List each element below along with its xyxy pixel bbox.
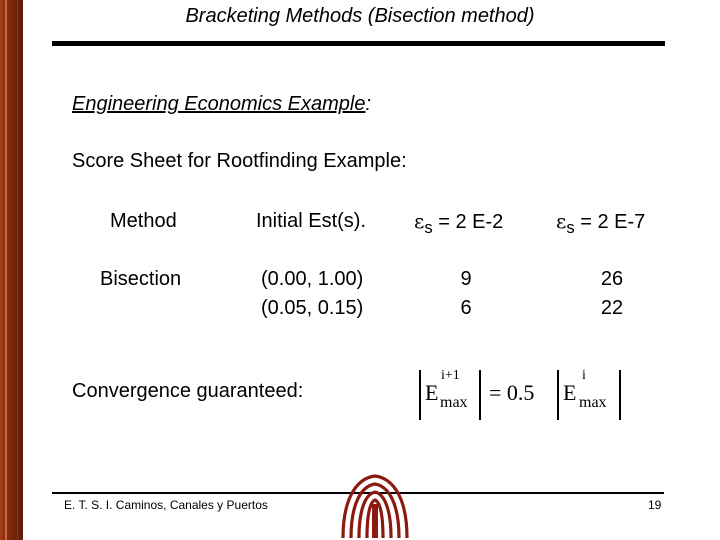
sidebar-shadow-line: [17, 0, 18, 540]
epsilon-symbol: ε: [414, 209, 425, 233]
header-eps-2e-7: [556, 209, 645, 240]
row-col2-2: 22: [600, 297, 624, 319]
abs-bar: [479, 370, 481, 420]
epsilon-subscript: s: [566, 218, 575, 237]
left-decorative-bar: [0, 0, 23, 540]
convergence-label: Convergence guaranteed:: [72, 380, 304, 402]
header-eps-value-2: = 2 E-7: [574, 211, 646, 233]
row-initial-2: (0.05, 0.15): [261, 297, 364, 319]
row-method: Bisection: [100, 268, 182, 290]
sidebar-highlight: [5, 0, 7, 540]
formula-subscript-left: max: [440, 394, 468, 411]
subtitle-underlined: Engineering Economics Example: [72, 93, 366, 115]
abs-bar: [419, 370, 421, 420]
row-col1-1: 9: [460, 268, 472, 290]
formula-equals: = 0.5: [489, 380, 535, 405]
formula-e-left: E: [425, 380, 439, 405]
header-eps-value-1: = 2 E-2: [432, 211, 504, 233]
university-seal-icon: [338, 468, 412, 540]
formula-e-right: E: [563, 380, 577, 405]
convergence-formula: [419, 366, 633, 422]
row-col1-2: 6: [460, 297, 472, 319]
header-eps-2e-2: [414, 209, 503, 240]
score-sheet-title: Score Sheet for Rootfinding Example:: [72, 150, 407, 172]
footer-institution: E. T. S. I. Caminos, Canales y Puertos: [64, 498, 268, 512]
header-method: Method: [110, 210, 177, 232]
row-initial-1: (0.00, 1.00): [261, 268, 364, 290]
slide-title: Bracketing Methods (Bisection method): [185, 5, 535, 27]
row-col2-1: 26: [600, 268, 624, 290]
formula-superscript-right: i: [582, 368, 586, 383]
epsilon-symbol: ε: [556, 209, 567, 233]
subtitle: [72, 93, 371, 116]
formula-subscript-right: max: [579, 394, 607, 411]
header-initial-estimates: Initial Est(s).: [256, 210, 367, 232]
abs-bar: [557, 370, 559, 420]
abs-bar: [619, 370, 621, 420]
formula-superscript-left: i+1: [441, 368, 460, 383]
epsilon-subscript: s: [424, 218, 433, 237]
subtitle-colon: :: [365, 93, 372, 115]
title-divider: [52, 41, 665, 46]
page-number: 19: [648, 498, 662, 512]
